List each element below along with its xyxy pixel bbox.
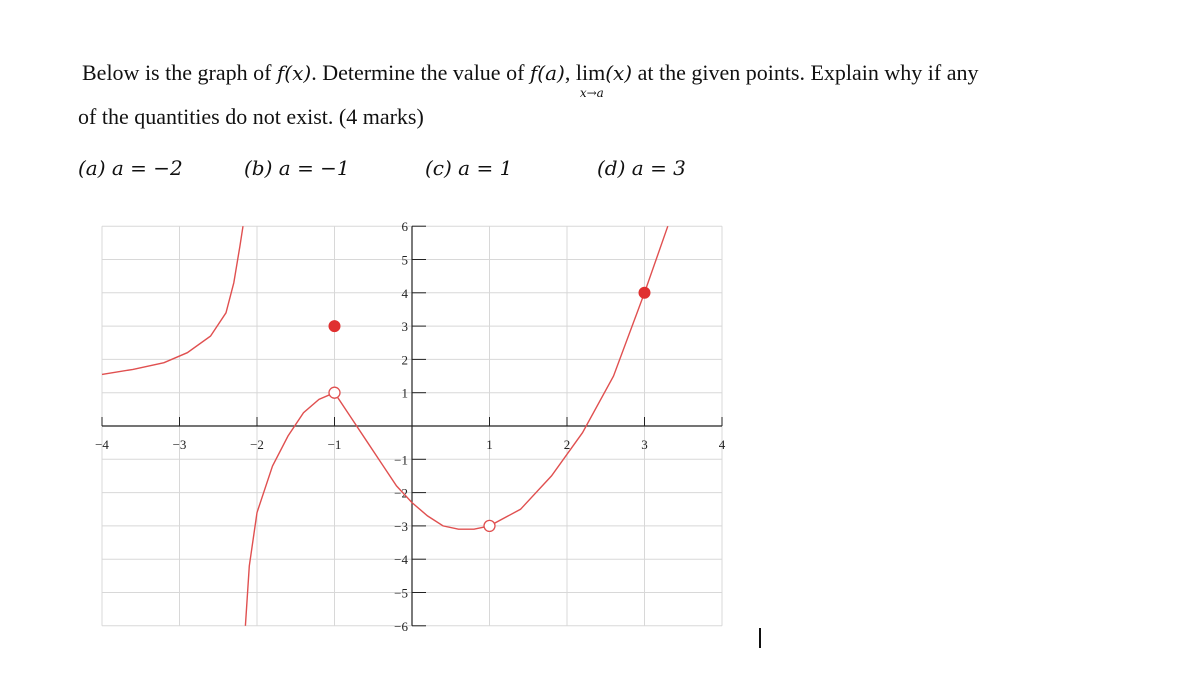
x-tick-label: −1 (327, 437, 342, 452)
y-tick-label: −4 (394, 552, 408, 568)
x-tick-label: 4 (718, 437, 726, 452)
y-tick-label: −2 (394, 485, 408, 501)
closed-point (639, 287, 650, 298)
curve-branch-1 (102, 226, 243, 374)
part-b: (b) a = −1 (244, 156, 350, 180)
tail-text: at the given points. Explain why if any (632, 60, 979, 85)
y-tick-label: −1 (394, 452, 408, 468)
open-point (329, 387, 340, 398)
curve-branch-2 (245, 393, 334, 626)
x-tick-label: −2 (250, 437, 264, 452)
y-tick-label: 1 (401, 385, 408, 401)
x-tick-label: −3 (172, 437, 187, 452)
part-a: (a) a = −2 (78, 156, 183, 180)
fx-expression: f(x) (276, 61, 312, 85)
y-tick-label: −3 (394, 518, 408, 534)
y-tick-label: 4 (401, 285, 408, 301)
question-line-2: of the quantities do not exist. (4 marks) (78, 104, 424, 129)
x-tick-label: 2 (563, 437, 571, 452)
y-tick-label: 3 (401, 319, 408, 335)
y-tick-label: −5 (394, 585, 408, 601)
open-point (484, 520, 495, 531)
curve-branch-3 (335, 226, 668, 529)
question-line-1: Below is the graph of f(x). Determine the value of f(a), lim x→a (x) at the given points. Explain why if any (82, 60, 979, 100)
y-tick-label: 5 (401, 252, 408, 268)
y-tick-label: −6 (394, 618, 408, 634)
y-tick-label: 6 (401, 219, 408, 235)
part-d: (d) a = 3 (597, 156, 686, 180)
lim-argument: (x) (605, 61, 633, 85)
lim-subscript: x→a (579, 86, 604, 100)
closed-point (329, 321, 340, 332)
x-tick-label: 1 (486, 437, 493, 452)
intro-text: Below is the graph of (82, 60, 277, 85)
x-tick-label: −4 (95, 437, 109, 452)
y-tick-label: 2 (401, 352, 408, 368)
x-tick-label: 3 (641, 437, 648, 452)
fa-expression: f(a) (529, 61, 565, 85)
lim-word: lim (575, 60, 606, 85)
mid-text: . Determine the value of (311, 60, 530, 85)
text-cursor (759, 628, 761, 648)
part-c: (c) a = 1 (425, 156, 513, 180)
